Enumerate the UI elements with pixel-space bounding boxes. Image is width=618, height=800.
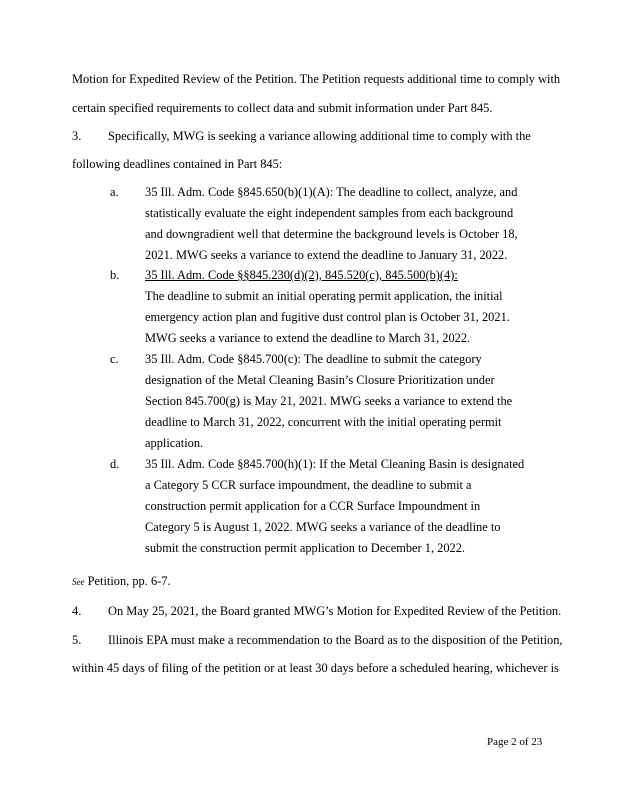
item-d-line-1: 35 Ill. Adm. Code §845.700(h)(1): If the Metal Cleaning Basin is designated: [145, 457, 525, 471]
item-c-line-1: 35 Ill. Adm. Code §845.700(c): The deadline to submit the category: [145, 352, 482, 366]
intro-line-2: certain specified requirements to collect data and submit information under Part 845.: [72, 101, 493, 115]
item-a-letter: a.: [110, 185, 119, 199]
para4-number: 4.: [72, 604, 82, 618]
item-c-letter: c.: [110, 352, 119, 366]
item-b-letter: b.: [110, 268, 120, 282]
item-c-line-5: application.: [145, 436, 204, 450]
item-b-line-3: emergency action plan and fugitive dust control plan is October 31, 2021.: [145, 310, 510, 324]
item-b-line-1: 35 Ill. Adm. Code §§845.230(d)(2), 845.520(c), 845.500(b)(4):: [145, 268, 458, 282]
item-a-line-2: statistically evaluate the eight independent samples from each background: [145, 206, 514, 220]
para5-line-2: within 45 days of filing of the petition or at least 30 days before a scheduled hearing, whichever is: [72, 661, 559, 675]
item-b-line-4: MWG seeks a variance to extend the deadline to March 31, 2022.: [145, 331, 471, 345]
item-a-line-1: 35 Ill. Adm. Code §845.650(b)(1)(A): The deadline to collect, analyze, and: [145, 185, 518, 199]
page-number: Page 2 of 23: [487, 736, 543, 748]
item-c-line-4: deadline to March 31, 2022, concurrent with the initial operating permit: [145, 415, 502, 429]
item-b-line-2: The deadline to submit an initial operating permit application, the initial: [145, 289, 503, 303]
citation: [72, 574, 171, 590]
item-d-line-5: submit the construction permit application to December 1, 2022.: [145, 541, 466, 555]
para5-line-1: Illinois EPA must make a recommendation to the Board as to the disposition of the Petition,: [108, 633, 563, 647]
item-c-line-3: Section 845.700(g) is May 21, 2021. MWG seeks a variance to extend the: [145, 394, 513, 408]
item-d-line-4: Category 5 is August 1, 2022. MWG seeks a variance of the deadline to: [145, 520, 501, 534]
para4-text: On May 25, 2021, the Board granted MWG’s Motion for Expedited Review of the Petition.: [108, 604, 562, 618]
item-d-line-3: construction permit application for a CCR Surface Impoundment in: [145, 499, 481, 513]
item-a-line-3: and downgradient well that determine the background levels is October 18,: [145, 227, 518, 241]
item-d-letter: d.: [110, 457, 120, 471]
para3-number: 3.: [72, 129, 82, 143]
item-d-line-2: a Category 5 CCR surface impoundment, the deadline to submit a: [145, 478, 472, 492]
item-c-line-2: designation of the Metal Cleaning Basin’s Closure Prioritization under: [145, 373, 495, 387]
item-a-line-4: 2021. MWG seeks a variance to extend the deadline to January 31, 2022.: [145, 248, 508, 262]
citation-see: See: [72, 577, 85, 587]
para5-number: 5.: [72, 633, 82, 647]
para3-line-2: following deadlines contained in Part 845:: [72, 157, 283, 171]
citation-text: Petition, pp. 6-7.: [87, 574, 171, 588]
para3-line-1: Specifically, MWG is seeking a variance allowing additional time to comply with the: [108, 129, 531, 143]
intro-line-1: Motion for Expedited Review of the Petition. The Petition requests additional time to comply with: [72, 72, 561, 86]
